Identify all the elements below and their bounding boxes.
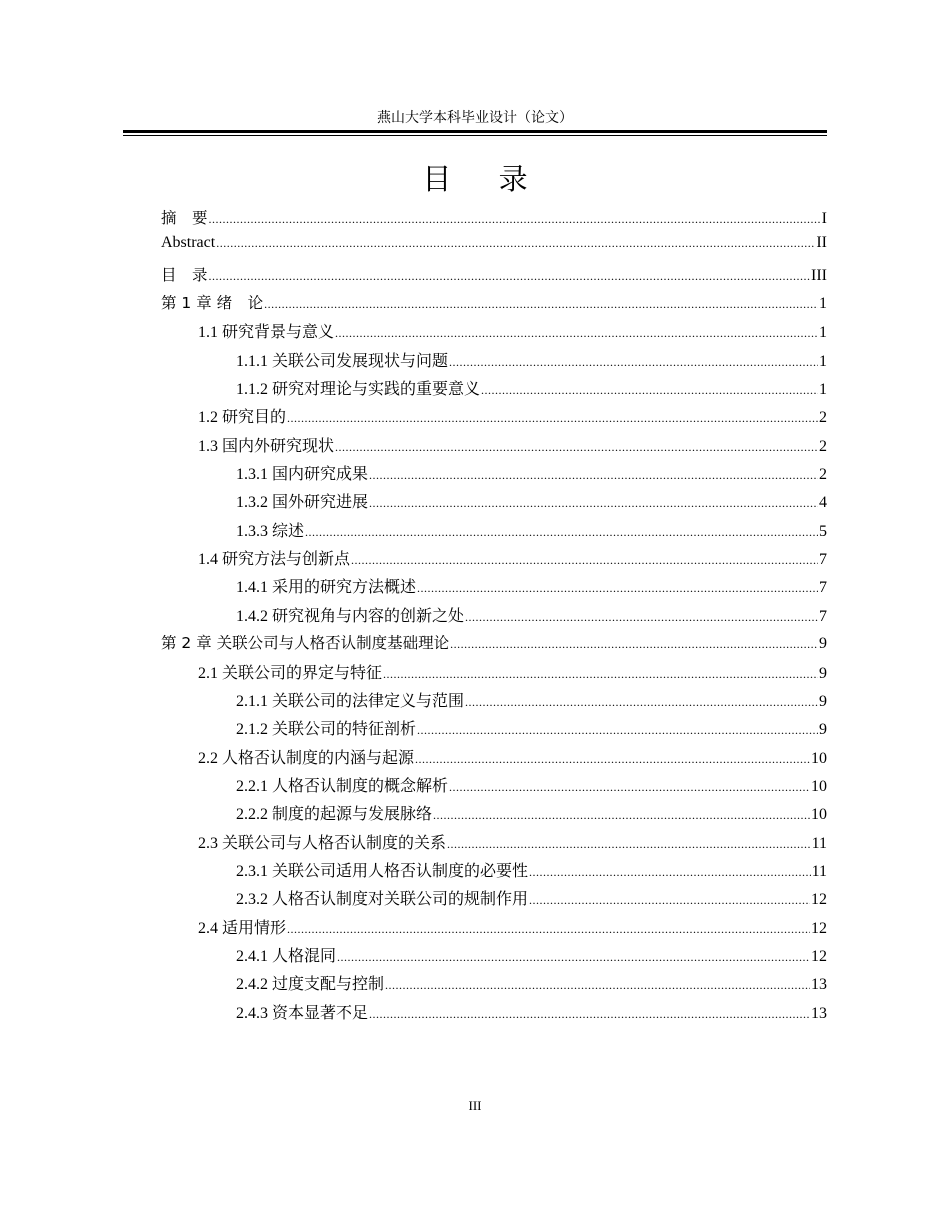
- toc-dot-leader: [369, 1007, 810, 1022]
- toc-entry-title: 2.2.2 制度的起源与发展脉络: [236, 806, 433, 824]
- toc-entry-page: 1: [819, 381, 827, 399]
- toc-entry[interactable]: [161, 603, 827, 631]
- toc-entry[interactable]: [161, 943, 827, 971]
- toc-entry-title: 目 录: [161, 265, 208, 284]
- toc-entry-title: 2.2 人格否认制度的内涵与起源: [198, 749, 415, 767]
- toc-dot-leader: [465, 610, 818, 625]
- toc-entry-title: 1.3.3 综述: [236, 522, 305, 540]
- toc-entry-title: 1.3 国内外研究现状: [198, 437, 335, 455]
- toc-entry-title: 摘 要: [161, 209, 208, 227]
- toc-dot-leader: [529, 865, 811, 880]
- toc-entry-page: 9: [819, 664, 827, 682]
- toc-entry-page: 12: [811, 947, 827, 965]
- toc-entry-title: 2.3 关联公司与人格否认制度的关系: [198, 834, 447, 852]
- toc-entry-title: 2.1 关联公司的界定与特征: [198, 664, 383, 682]
- toc-entry[interactable]: [161, 915, 827, 943]
- toc-entry-page: 10: [811, 749, 827, 767]
- toc-entry-title: 第 1 章 绪 论: [161, 294, 264, 313]
- toc-entry[interactable]: [161, 546, 827, 574]
- toc-dot-leader: [417, 723, 818, 738]
- toc-dot-leader: [383, 667, 818, 682]
- toc-entry[interactable]: [161, 319, 827, 347]
- toc-entry[interactable]: [161, 688, 827, 716]
- toc-dot-leader: [337, 950, 810, 965]
- toc-dot-leader: [209, 269, 811, 284]
- toc-entry[interactable]: [161, 971, 827, 999]
- toc-entry-page: III: [811, 266, 827, 284]
- toc-entry[interactable]: [161, 376, 827, 404]
- toc-dot-leader: [369, 496, 818, 511]
- toc-entry-title: 2.1.2 关联公司的特征剖析: [236, 721, 417, 739]
- toc-entry-title: 1.3.2 国外研究进展: [236, 494, 369, 512]
- toc-entry[interactable]: [161, 716, 827, 744]
- toc-entry-page: 1: [819, 295, 827, 313]
- toc-entry-title: 1.4.2 研究视角与内容的创新之处: [236, 607, 465, 625]
- toc-entry[interactable]: [161, 660, 827, 688]
- running-header: 燕山大学本科毕业设计（论文）: [377, 111, 573, 126]
- toc-entry[interactable]: [161, 404, 827, 432]
- page-number: III: [468, 1098, 482, 1113]
- toc-entry[interactable]: [161, 886, 827, 914]
- toc-entry[interactable]: [161, 206, 827, 234]
- toc-entry-title: 第 2 章 关联公司与人格否认制度基础理论: [161, 634, 450, 653]
- toc-entry[interactable]: [161, 348, 827, 376]
- toc-entry[interactable]: [161, 801, 827, 829]
- toc-dot-leader: [433, 808, 810, 823]
- toc-entry-page: 1: [819, 352, 827, 370]
- toc-dot-leader: [417, 581, 818, 596]
- header-rule-thick: [123, 130, 827, 133]
- toc-dot-leader: [305, 525, 818, 540]
- toc-entry-page: 2: [819, 409, 827, 427]
- toc-entry-title: 1.1 研究背景与意义: [198, 324, 335, 342]
- toc-entry-title: 1.1.1 关联公司发展现状与问题: [236, 352, 449, 370]
- toc-entry-page: 10: [811, 806, 827, 824]
- toc-entry[interactable]: [161, 830, 827, 858]
- toc-entry-page: 2: [819, 437, 827, 455]
- toc-entry-title: 2.4.1 人格混同: [236, 947, 337, 965]
- toc-dot-leader: [335, 440, 818, 455]
- toc-entry-title: 2.4.3 资本显著不足: [236, 1004, 369, 1022]
- toc-entry-page: 7: [819, 551, 827, 569]
- toc-entry[interactable]: [161, 574, 827, 602]
- toc-entry-page: 1: [819, 324, 827, 342]
- toc-dot-leader: [447, 837, 811, 852]
- toc-entry-page: 2: [819, 466, 827, 484]
- toc-entry-title: 2.3.2 人格否认制度对关联公司的规制作用: [236, 891, 529, 909]
- toc-entry-page: 9: [819, 635, 827, 653]
- toc-entry[interactable]: [161, 773, 827, 801]
- toc-dot-leader: [465, 695, 818, 710]
- toc-dot-leader: [481, 383, 818, 398]
- toc-entry-title: 1.3.1 国内研究成果: [236, 466, 369, 484]
- toc-entry-page: 12: [811, 919, 827, 937]
- toc-dot-leader: [287, 411, 818, 426]
- toc-entry-page: 5: [819, 522, 827, 540]
- toc-dot-leader: [287, 922, 810, 937]
- toc-dot-leader: [450, 637, 818, 652]
- toc-dot-leader: [449, 780, 810, 795]
- toc-entry-page: 7: [819, 607, 827, 625]
- toc-entry-page: 10: [811, 777, 827, 795]
- toc-entry-page: 9: [819, 692, 827, 710]
- toc-entry-page: 7: [819, 579, 827, 597]
- toc-entry-title: 1.4 研究方法与创新点: [198, 551, 351, 569]
- toc-dot-leader: [449, 355, 818, 370]
- toc-entry[interactable]: [161, 461, 827, 489]
- toc-entry-page: 9: [819, 721, 827, 739]
- toc-entry-title: 2.4 适用情形: [198, 919, 287, 937]
- toc-entry[interactable]: [161, 263, 827, 291]
- toc-entry[interactable]: [161, 489, 827, 517]
- toc-dot-leader: [335, 326, 818, 341]
- header-rule-thin: [123, 135, 827, 136]
- toc-entry[interactable]: [161, 745, 827, 773]
- toc-entry-title: 1.4.1 采用的研究方法概述: [236, 579, 417, 597]
- toc-dot-leader: [351, 553, 818, 568]
- toc-dot-leader: [415, 752, 810, 767]
- toc-dot-leader: [264, 297, 818, 312]
- toc-entry-title: 1.1.2 研究对理论与实践的重要意义: [236, 381, 481, 399]
- toc-entry-page: 13: [811, 1004, 827, 1022]
- toc-entry[interactable]: [161, 1000, 827, 1028]
- toc-title: 目 录: [422, 164, 548, 196]
- toc-entry[interactable]: [161, 858, 827, 886]
- toc-entry[interactable]: [161, 631, 827, 659]
- toc-dot-leader: [216, 236, 815, 251]
- toc-entry-title: 2.3.1 关联公司适用人格否认制度的必要性: [236, 862, 529, 880]
- toc-entry-title: 2.1.1 关联公司的法律定义与范围: [236, 692, 465, 710]
- toc-entry[interactable]: [161, 433, 827, 461]
- toc-dot-leader: [529, 893, 810, 908]
- toc-entry-page: 4: [819, 494, 827, 512]
- toc-entry-page: 11: [811, 834, 827, 852]
- toc-entry-title: 2.2.1 人格否认制度的概念解析: [236, 777, 449, 795]
- toc-entry-page: II: [816, 234, 827, 252]
- toc-dot-leader: [209, 212, 821, 227]
- toc-entry[interactable]: [161, 234, 827, 262]
- toc-entry[interactable]: [161, 291, 827, 319]
- toc-entry-title: 1.2 研究目的: [198, 409, 287, 427]
- toc-entry[interactable]: [161, 518, 827, 546]
- toc-dot-leader: [385, 978, 810, 993]
- toc-entry-page: 13: [811, 976, 827, 994]
- toc-entry-page: 12: [811, 891, 827, 909]
- toc-entry-page: I: [821, 210, 827, 227]
- toc-dot-leader: [369, 468, 818, 483]
- toc-entry-title: Abstract: [161, 234, 216, 252]
- toc-entry-title: 2.4.2 过度支配与控制: [236, 976, 385, 994]
- table-of-contents: [161, 206, 827, 1028]
- toc-entry-page: 11: [811, 862, 827, 880]
